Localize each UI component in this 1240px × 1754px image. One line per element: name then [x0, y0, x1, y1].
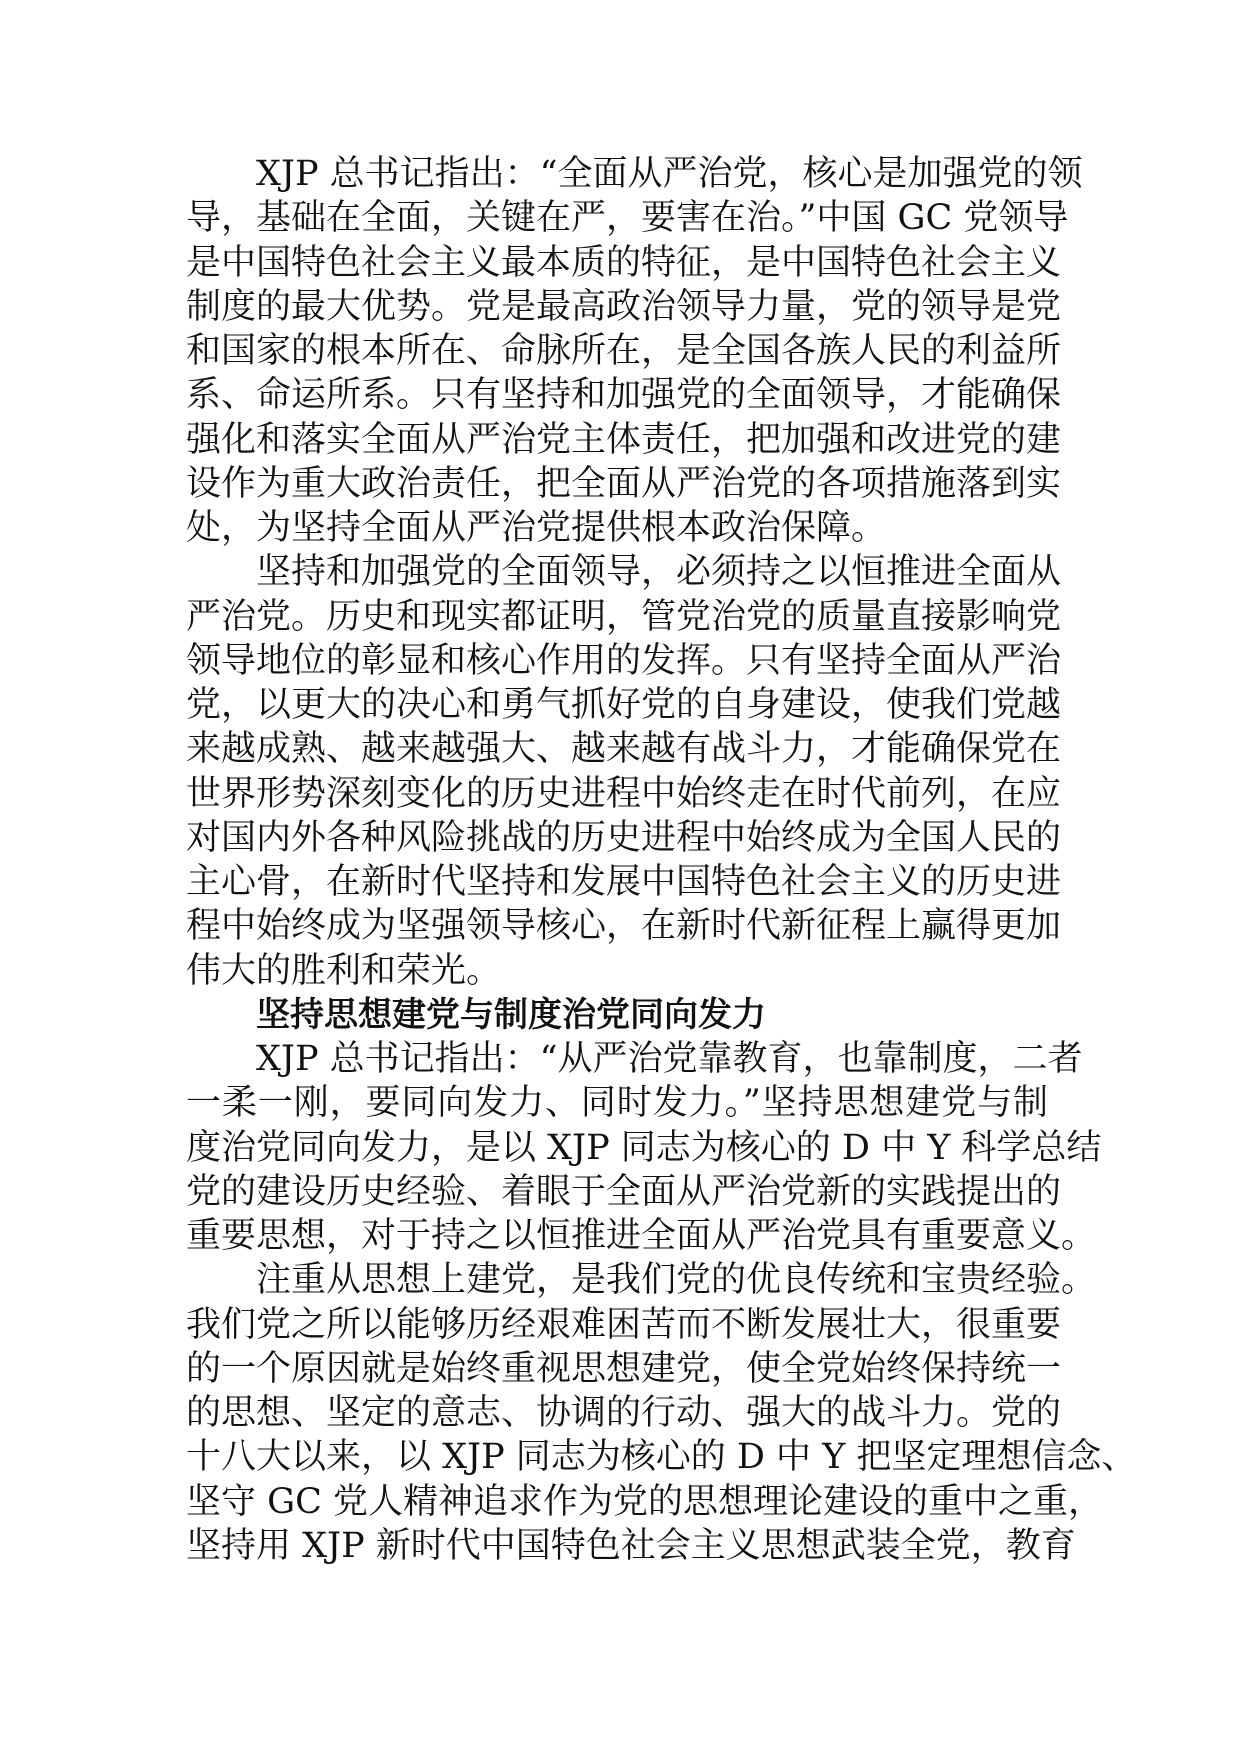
section-heading: 坚持思想建党与制度治党同向发力 — [256, 994, 766, 1035]
paragraph-line: 来越成熟、越来越强大、越来越有战斗力，才能确保党在 — [186, 729, 1062, 770]
paragraph-line: 我们党之所以能够历经艰难困苦而不断发展壮大，很重要 — [186, 1304, 1062, 1345]
paragraph-line: 世界形势深刻变化的历史进程中始终走在时代前列，在应 — [186, 773, 1062, 814]
paragraph-line: 一柔一刚，要同向发力、同时发力。”坚持思想建党与制 — [186, 1083, 1048, 1124]
paragraph-line: 的思想、坚定的意志、协调的行动、强大的战斗力。党的 — [186, 1393, 1062, 1433]
paragraph-line: 制度的最大优势。党是最高政治领导力量，党的领导是党 — [186, 286, 1062, 327]
paragraph-line: 处，为坚持全面从严治党提供根本政治保障。 — [186, 508, 887, 548]
paragraph-line: 坚持和加强党的全面领导，必须持之以恒推进全面从 — [256, 552, 1062, 593]
paragraph-line: 重要思想，对于持之以恒推进全面从严治党具有重要意义。 — [186, 1216, 1097, 1256]
paragraph-line: 注重从思想上建党，是我们党的优良传统和宝贵经验。 — [256, 1260, 1097, 1301]
paragraph-line: XJP 总书记指出：“从严治党靠教育，也靠制度，二者 — [256, 1039, 1083, 1079]
paragraph-line: 主心骨，在新时代坚持和发展中国特色社会主义的历史进 — [186, 862, 1062, 902]
paragraph-line: 坚守 GC 党人精神追求作为党的思想理论建设的重中之重， — [186, 1481, 1103, 1522]
paragraph-line: 伟大的胜利和荣光。 — [186, 950, 502, 991]
paragraph-line: 是中国特色社会主义最本质的特征，是中国特色社会主义 — [186, 242, 1062, 283]
paragraph-line: 和国家的根本所在、命脉所在，是全国各族人民的利益所 — [186, 331, 1062, 371]
paragraph-line: 对国内外各种风险挑战的历史进程中始终成为全国人民的 — [186, 817, 1062, 858]
paragraph-line: 党，以更大的决心和勇气抓好党的自身建设，使我们党越 — [186, 685, 1062, 725]
paragraph-line: 系、命运所系。只有坚持和加强党的全面领导，才能确保 — [186, 375, 1062, 416]
paragraph-line: 党的建设历史经验、着眼于全面从严治党新的实践提出的 — [186, 1171, 1062, 1212]
paragraph-line: 强化和落实全面从严治党主体责任，把加强和改进党的建 — [186, 419, 1062, 460]
paragraph-line: 设作为重大政治责任，把全面从严治党的各项措施落到实 — [186, 463, 1062, 504]
document-body — [186, 152, 1137, 1568]
paragraph-line: 导，基础在全面，关键在严，要害在治。”中国 GC 党领导 — [186, 198, 1069, 239]
paragraph-line: 度治党同向发力，是以 XJP 同志为核心的 D 中 Y 科学总结 — [186, 1127, 1102, 1168]
paragraph-line: 的一个原因就是始终重视思想建党，使全党始终保持统一 — [186, 1348, 1062, 1389]
paragraph-line: 坚持用 XJP 新时代中国特色社会主义思想武装全党，教育 — [186, 1525, 1076, 1566]
paragraph-line: XJP 总书记指出：“全面从严治党，核心是加强党的领 — [256, 154, 1083, 194]
paragraph-line: 程中始终成为坚强领导核心，在新时代新征程上赢得更加 — [186, 906, 1062, 947]
paragraph-line: 严治党。历史和现实都证明，管党治党的质量直接影响党 — [186, 596, 1062, 637]
paragraph-line: 领导地位的彰显和核心作用的发挥。只有坚持全面从严治 — [186, 640, 1062, 681]
paragraph-line: 十八大以来，以 XJP 同志为核心的 D 中 Y 把坚定理想信念、 — [186, 1437, 1137, 1478]
